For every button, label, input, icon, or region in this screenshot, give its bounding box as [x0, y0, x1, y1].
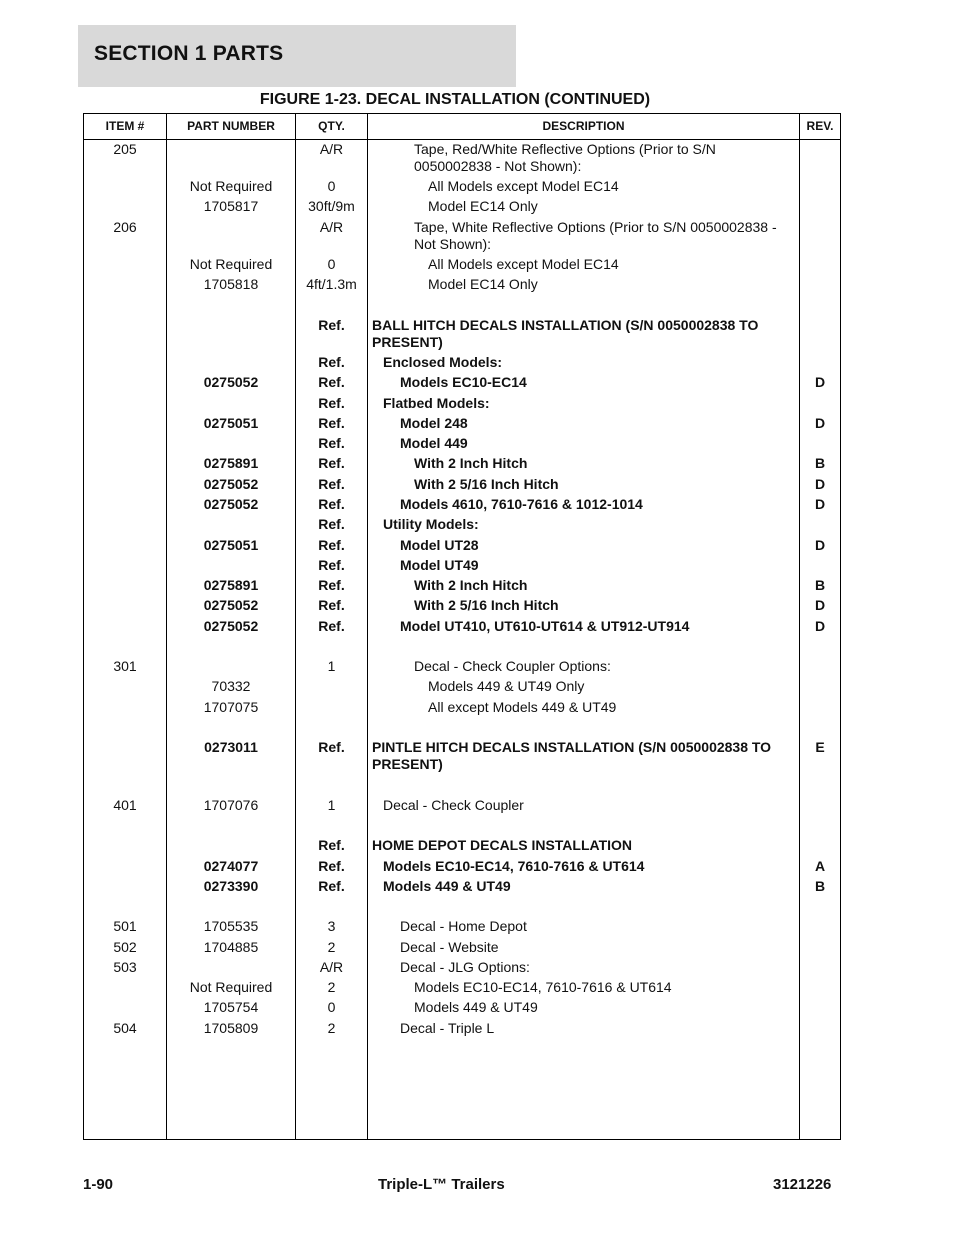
description-cell: Model EC14 Only [428, 198, 538, 214]
description-cell: All Models except Model EC14 [428, 256, 619, 272]
qty-cell: Ref. [318, 516, 345, 532]
qty-cell: Ref. [318, 354, 345, 370]
qty-cell: A/R [319, 141, 344, 157]
table-row [84, 739, 840, 772]
part-number-cell: 0273390 [203, 878, 259, 894]
table-row [84, 496, 840, 513]
part-number-cell: 0273011 [204, 739, 258, 755]
description-cell: With 2 Inch Hitch [414, 577, 528, 593]
description-cell: Models 449 & UT49 Only [428, 678, 585, 694]
description-cell: With 2 Inch Hitch [414, 455, 528, 471]
qty-cell: 0 [327, 999, 336, 1015]
description-cell: Models EC10-EC14, 7610-7616 & UT614 [383, 858, 645, 874]
description-cell: Model UT49 [400, 557, 479, 573]
table-row [84, 1020, 840, 1037]
table-row [84, 455, 840, 472]
table-row [84, 435, 840, 452]
header-description: DESCRIPTION [542, 119, 625, 133]
part-number-cell: 1705817 [203, 198, 259, 214]
footer-title: Triple-L™ Trailers [378, 1176, 505, 1193]
table-row [84, 178, 840, 195]
document-number: 3121226 [773, 1176, 832, 1193]
description-cell: Decal - Check Coupler [383, 797, 524, 813]
description-cell: Model 248 [400, 415, 468, 431]
table-row [84, 354, 840, 371]
table-row [84, 577, 840, 594]
part-number-cell: 0275891 [203, 577, 259, 593]
qty-cell: 30ft/9m [308, 198, 355, 214]
qty-cell: Ref. [318, 618, 345, 634]
part-number-cell: 1707076 [203, 797, 259, 813]
item-number-cell: 503 [113, 959, 137, 975]
qty-cell: A/R [319, 959, 344, 975]
description-cell: Tape, Red/White Reflective Options (Prior to S/N 0050002838 - Not Shown): [414, 141, 716, 174]
item-number-cell: 504 [113, 1020, 137, 1036]
item-number-cell: 206 [113, 219, 137, 235]
qty-cell: 0 [327, 178, 336, 194]
qty-cell: Ref. [318, 577, 345, 593]
table-row [84, 939, 840, 956]
table-row [84, 276, 840, 293]
revision-cell: D [814, 496, 826, 512]
description-cell: Utility Models: [383, 516, 479, 532]
part-number-cell: 1705818 [203, 276, 259, 292]
header-divider [84, 139, 840, 140]
revision-cell: D [814, 476, 826, 492]
description-cell: Model EC14 Only [428, 276, 538, 292]
description-cell: HOME DEPOT DECALS INSTALLATION [372, 837, 633, 853]
description-cell: Models 449 & UT49 [414, 999, 538, 1015]
part-number-cell: 0275052 [203, 374, 259, 390]
table-row [84, 837, 840, 854]
header-rev: REV. [806, 119, 834, 133]
qty-cell: 2 [327, 1020, 336, 1036]
item-number-cell: 502 [113, 939, 137, 955]
table-row [84, 959, 840, 976]
header-qty: QTY. [318, 119, 345, 133]
part-number-cell: 0275052 [203, 597, 259, 613]
table-row [84, 658, 840, 675]
table-row [84, 141, 840, 174]
qty-cell: A/R [319, 219, 344, 235]
qty-cell: Ref. [318, 837, 345, 853]
revision-cell: B [814, 878, 826, 894]
table-row [84, 999, 840, 1016]
description-cell: Models EC10-EC14 [400, 374, 527, 390]
part-number-cell: 0275052 [203, 618, 259, 634]
qty-cell: 3 [327, 918, 336, 934]
description-cell: Models 449 & UT49 [383, 878, 511, 894]
part-number-cell: 0275891 [203, 455, 259, 471]
description-cell: With 2 5/16 Inch Hitch [414, 597, 559, 613]
table-row [84, 678, 840, 695]
qty-cell: Ref. [318, 537, 345, 553]
description-cell: Models EC10-EC14, 7610-7616 & UT614 [414, 979, 672, 995]
item-number-cell: 301 [113, 658, 137, 674]
description-cell: Model UT410, UT610-UT614 & UT912-UT914 [400, 618, 690, 634]
qty-cell: Ref. [318, 476, 345, 492]
table-row [84, 699, 840, 716]
qty-cell: Ref. [318, 435, 345, 451]
section-title: SECTION 1 PARTS [94, 42, 284, 65]
table-row [84, 516, 840, 533]
description-cell: Enclosed Models: [383, 354, 503, 370]
qty-cell: Ref. [318, 317, 345, 333]
table-row [84, 395, 840, 412]
qty-cell: Ref. [318, 557, 345, 573]
part-number-cell: 0275051 [203, 537, 259, 553]
description-cell: Model 449 [400, 435, 468, 451]
part-number-cell: Not Required [189, 178, 273, 194]
revision-cell: D [814, 597, 826, 613]
item-number-cell: 205 [113, 141, 137, 157]
table-row [84, 374, 840, 391]
table-row [84, 256, 840, 273]
description-cell: BALL HITCH DECALS INSTALLATION (S/N 0050002838 TO PRESENT) [372, 317, 759, 350]
part-number-cell: 0274077 [203, 858, 259, 874]
description-cell: Decal - Home Depot [400, 918, 527, 934]
part-number-cell: Not Required [189, 979, 273, 995]
table-row [84, 537, 840, 554]
revision-cell: D [814, 618, 826, 634]
part-number-cell: 0275052 [203, 496, 259, 512]
part-number-cell: 1705535 [203, 918, 259, 934]
qty-cell: Ref. [318, 374, 345, 390]
table-row [84, 797, 840, 814]
qty-cell: Ref. [318, 415, 345, 431]
item-number-cell: 401 [113, 797, 137, 813]
description-cell: Decal - Check Coupler Options: [414, 658, 611, 674]
qty-cell: Ref. [318, 597, 345, 613]
qty-cell: Ref. [318, 455, 345, 471]
qty-cell: 4ft/1.3m [306, 276, 357, 292]
description-cell: Decal - Triple L [400, 1020, 495, 1036]
parts-table [83, 113, 841, 1140]
figure-title: FIGURE 1-23. DECAL INSTALLATION (CONTINUED) [259, 91, 651, 108]
qty-cell: 1 [327, 658, 336, 674]
part-number-cell: 1705754 [203, 999, 259, 1015]
part-number-cell: 1705809 [203, 1020, 259, 1036]
qty-cell: Ref. [318, 395, 345, 411]
item-number-cell: 501 [113, 918, 137, 934]
table-row [84, 979, 840, 996]
part-number-cell: 70332 [211, 678, 251, 694]
table-row [84, 415, 840, 432]
qty-cell: Ref. [318, 739, 345, 755]
description-cell: Model UT28 [400, 537, 479, 553]
revision-cell: B [814, 577, 826, 593]
table-row [84, 597, 840, 614]
qty-cell: 2 [327, 979, 336, 995]
revision-cell: D [814, 415, 826, 431]
section-header-band [78, 25, 516, 87]
table-row [84, 219, 840, 252]
table-row [84, 878, 840, 895]
table-row [84, 858, 840, 875]
revision-cell: A [814, 858, 826, 874]
description-cell: Tape, White Reflective Options (Prior to S/N 0050002838 - Not Shown): [414, 219, 777, 252]
description-cell: With 2 5/16 Inch Hitch [414, 476, 559, 492]
description-cell: Decal - Website [400, 939, 499, 955]
qty-cell: 1 [327, 797, 336, 813]
header-item: ITEM # [105, 119, 145, 133]
description-cell: PINTLE HITCH DECALS INSTALLATION (S/N 0050002838 TO PRESENT) [372, 739, 772, 772]
description-cell: Decal - JLG Options: [400, 959, 530, 975]
qty-cell: Ref. [318, 858, 345, 874]
qty-cell: 2 [327, 939, 336, 955]
table-row [84, 317, 840, 350]
revision-cell: D [814, 537, 826, 553]
part-number-cell: 0275051 [203, 415, 259, 431]
table-row [84, 918, 840, 935]
revision-cell: E [815, 739, 825, 755]
description-cell: Models 4610, 7610-7616 & 1012-1014 [400, 496, 643, 512]
part-number-cell: Not Required [189, 256, 273, 272]
qty-cell: Ref. [318, 496, 345, 512]
header-part-number: PART NUMBER [187, 119, 275, 133]
revision-cell: B [814, 455, 826, 471]
revision-cell: D [814, 374, 826, 390]
description-cell: All except Models 449 & UT49 [428, 699, 617, 715]
qty-cell: 0 [327, 256, 336, 272]
description-cell: All Models except Model EC14 [428, 178, 619, 194]
part-number-cell: 0275052 [203, 476, 259, 492]
page-number: 1-90 [83, 1176, 114, 1193]
part-number-cell: 1704885 [203, 939, 259, 955]
table-row [84, 476, 840, 493]
description-cell: Flatbed Models: [383, 395, 490, 411]
table-row [84, 618, 840, 635]
part-number-cell: 1707075 [203, 699, 259, 715]
qty-cell: Ref. [318, 878, 345, 894]
table-row [84, 557, 840, 574]
table-row [84, 198, 840, 215]
